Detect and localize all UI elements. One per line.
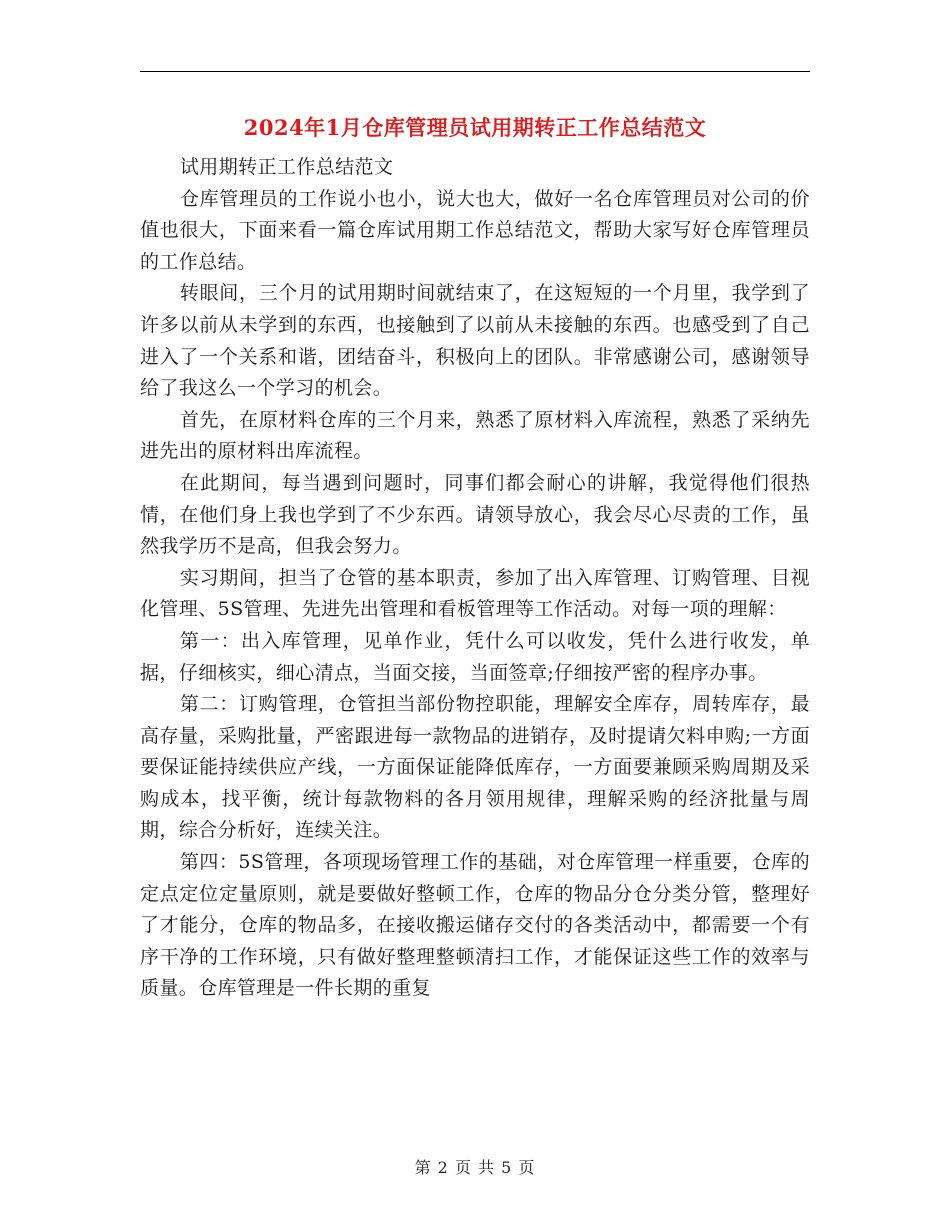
paragraph-colleagues: 在此期间，每当遇到问题时，同事们都会耐心的讲解，我觉得他们很热情，在他们身上我也学到了不少东西。请领导放心，我会尽心尽责的工作，虽然我学历不是高，但我会努力。 xyxy=(140,471,810,558)
document-body xyxy=(140,152,810,1005)
paragraph-subtitle: 试用期转正工作总结范文 xyxy=(179,156,394,178)
paragraph-item-one: 第一：出入库管理，见单作业，凭什么可以收发，凭什么进行收发，单据，仔细核实，细心清点，当面交接，当面签章;仔细按严密的程序办事。 xyxy=(140,629,810,684)
header-rule xyxy=(140,71,810,72)
document-title: 2024年1月仓库管理员试用期转正工作总结范文 xyxy=(243,115,707,140)
paragraph-intro: 仓库管理员的工作说小也小，说大也大，做好一名仓库管理员对公司的价值也很大，下面来看一篇仓库试用期工作总结范文，帮助大家写好仓库管理员的工作总结。 xyxy=(140,187,810,273)
paragraph-first: 首先，在原材料仓库的三个月来，熟悉了原材料入库流程，熟悉了采纳先进先出的原材料出库流程。 xyxy=(140,408,810,463)
paragraph-item-four: 第四：5S管理，各项现场管理工作的基础，对仓库管理一样重要，仓库的定点定位定量原则，就是要做好整顿工作，仓库的物品分仓分类分管，整理好了才能分，仓库的物品多，在接收搬运储存交付的各类活动中，都需要一个有序干净的工作环境，只有做好整理整顿清扫工作，才能保证这些工作的效率与质量。仓库管理是一件长期的重复 xyxy=(140,851,810,1000)
page-number: 第 2 页 共 5 页 xyxy=(414,1158,536,1177)
paragraph-reflection: 转眼间，三个月的试用期时间就结束了，在这短短的一个月里，我学到了许多以前从未学到的东西，也接触到了以前从未接触的东西。也感受到了自己进入了一个关系和谐，团结奋斗，积极向上的团队。非常感谢公司，感谢领导给了我这么一个学习的机会。 xyxy=(140,282,810,400)
paragraph-item-two: 第二：订购管理，仓管担当部份物控职能，理解安全库存，周转库存，最高存量，采购批量，严密跟进每一款物品的进销存，及时提请欠料申购;一方面要保证能持续供应产线，一方面保证能降低库存，一方面要兼顾采购周期及采购成本，找平衡，统计每款物料的各月领用规律，理解采购的经济批量与周期，综合分析好，连续关注。 xyxy=(140,693,810,842)
paragraph-duties: 实习期间，担当了仓管的基本职责，参加了出入库管理、订购管理、目视化管理、5S管理、先进先出管理和看板管理等工作活动。对每一项的理解： xyxy=(140,566,810,621)
